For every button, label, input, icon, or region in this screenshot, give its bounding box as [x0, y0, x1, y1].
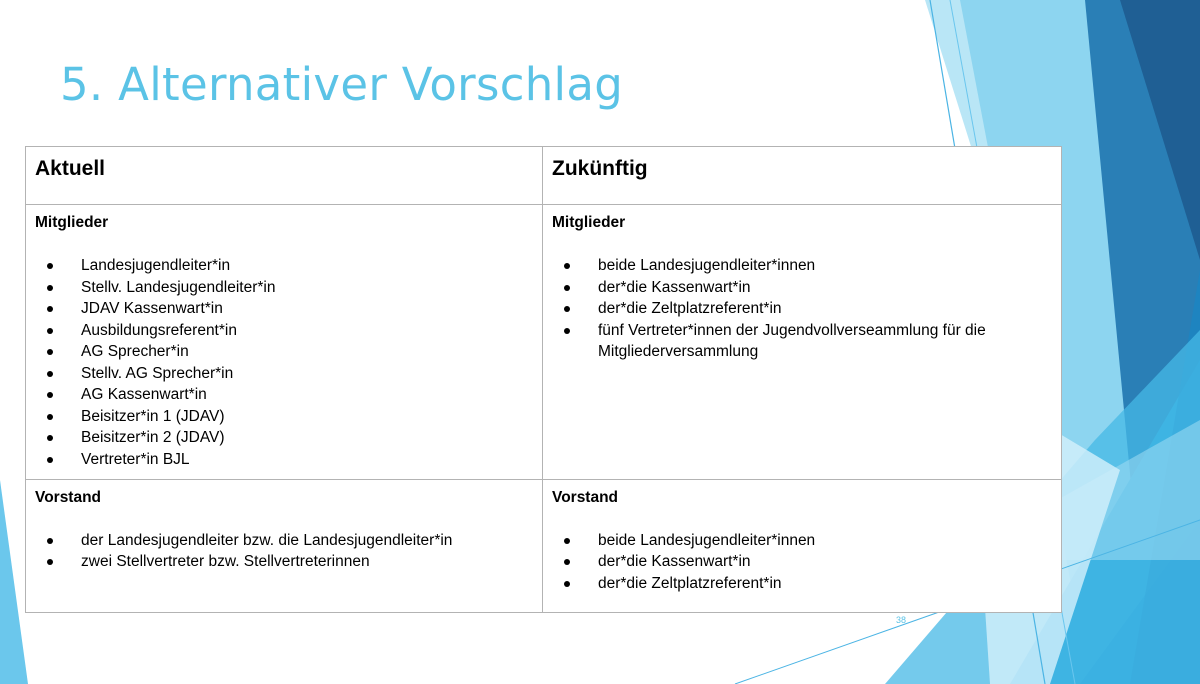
list-vorstand-current: [35, 530, 533, 573]
cell-mitglieder-current: [26, 205, 543, 480]
list-item: beide Landesjugendleiter*innen: [552, 255, 1052, 277]
list-item: der*die Kassenwart*in: [552, 277, 1052, 299]
list-item: der*die Zeltplatzreferent*in: [552, 298, 1052, 320]
section-label-mitglieder-future: Mitglieder: [552, 214, 626, 232]
section-label-vorstand-future: Vorstand: [552, 488, 619, 506]
list-item: der Landesjugendleiter bzw. die Landesjugendleiter*in: [35, 530, 533, 552]
cell-mitglieder-future: [543, 205, 1062, 480]
list-item: der*die Kassenwart*in: [552, 551, 1052, 573]
list-item: AG Sprecher*in: [35, 341, 533, 363]
list-mitglieder-current: [35, 255, 533, 470]
list-item: zwei Stellvertreter bzw. Stellvertreterinnen: [35, 551, 533, 573]
list-item: Vertreter*in BJL: [35, 449, 533, 471]
comparison-table: [25, 146, 1062, 613]
table-row-vorstand: [26, 479, 1062, 612]
list-item: fünf Vertreter*innen der Jugendvollverseammlung für die Mitgliederversammlung: [552, 320, 1052, 363]
list-item: Ausbildungsreferent*in: [35, 320, 533, 342]
list-item: Landesjugendleiter*in: [35, 255, 533, 277]
list-item: beide Landesjugendleiter*innen: [552, 530, 1052, 552]
list-item: AG Kassenwart*in: [35, 384, 533, 406]
table-row-mitglieder: [26, 205, 1062, 480]
list-item: Beisitzer*in 1 (JDAV): [35, 406, 533, 428]
list-item: Stellv. AG Sprecher*in: [35, 363, 533, 385]
cell-vorstand-future: [543, 479, 1062, 612]
slide-number: 38: [896, 615, 907, 625]
slide-title: 5. Alternativer Vorschlag: [60, 58, 624, 111]
section-label-mitglieder-current: Mitglieder: [35, 214, 109, 232]
table-header-row: [26, 147, 1062, 205]
list-item: Beisitzer*in 2 (JDAV): [35, 427, 533, 449]
section-label-vorstand-current: Vorstand: [35, 488, 102, 506]
header-current: Aktuell: [26, 147, 543, 205]
list-item: der*die Zeltplatzreferent*in: [552, 573, 1052, 595]
list-vorstand-future: [552, 530, 1052, 595]
cell-vorstand-current: [26, 479, 543, 612]
list-item: JDAV Kassenwart*in: [35, 298, 533, 320]
list-mitglieder-future: [552, 255, 1052, 363]
header-future: Zukünftig: [543, 147, 1062, 205]
list-item: Stellv. Landesjugendleiter*in: [35, 277, 533, 299]
